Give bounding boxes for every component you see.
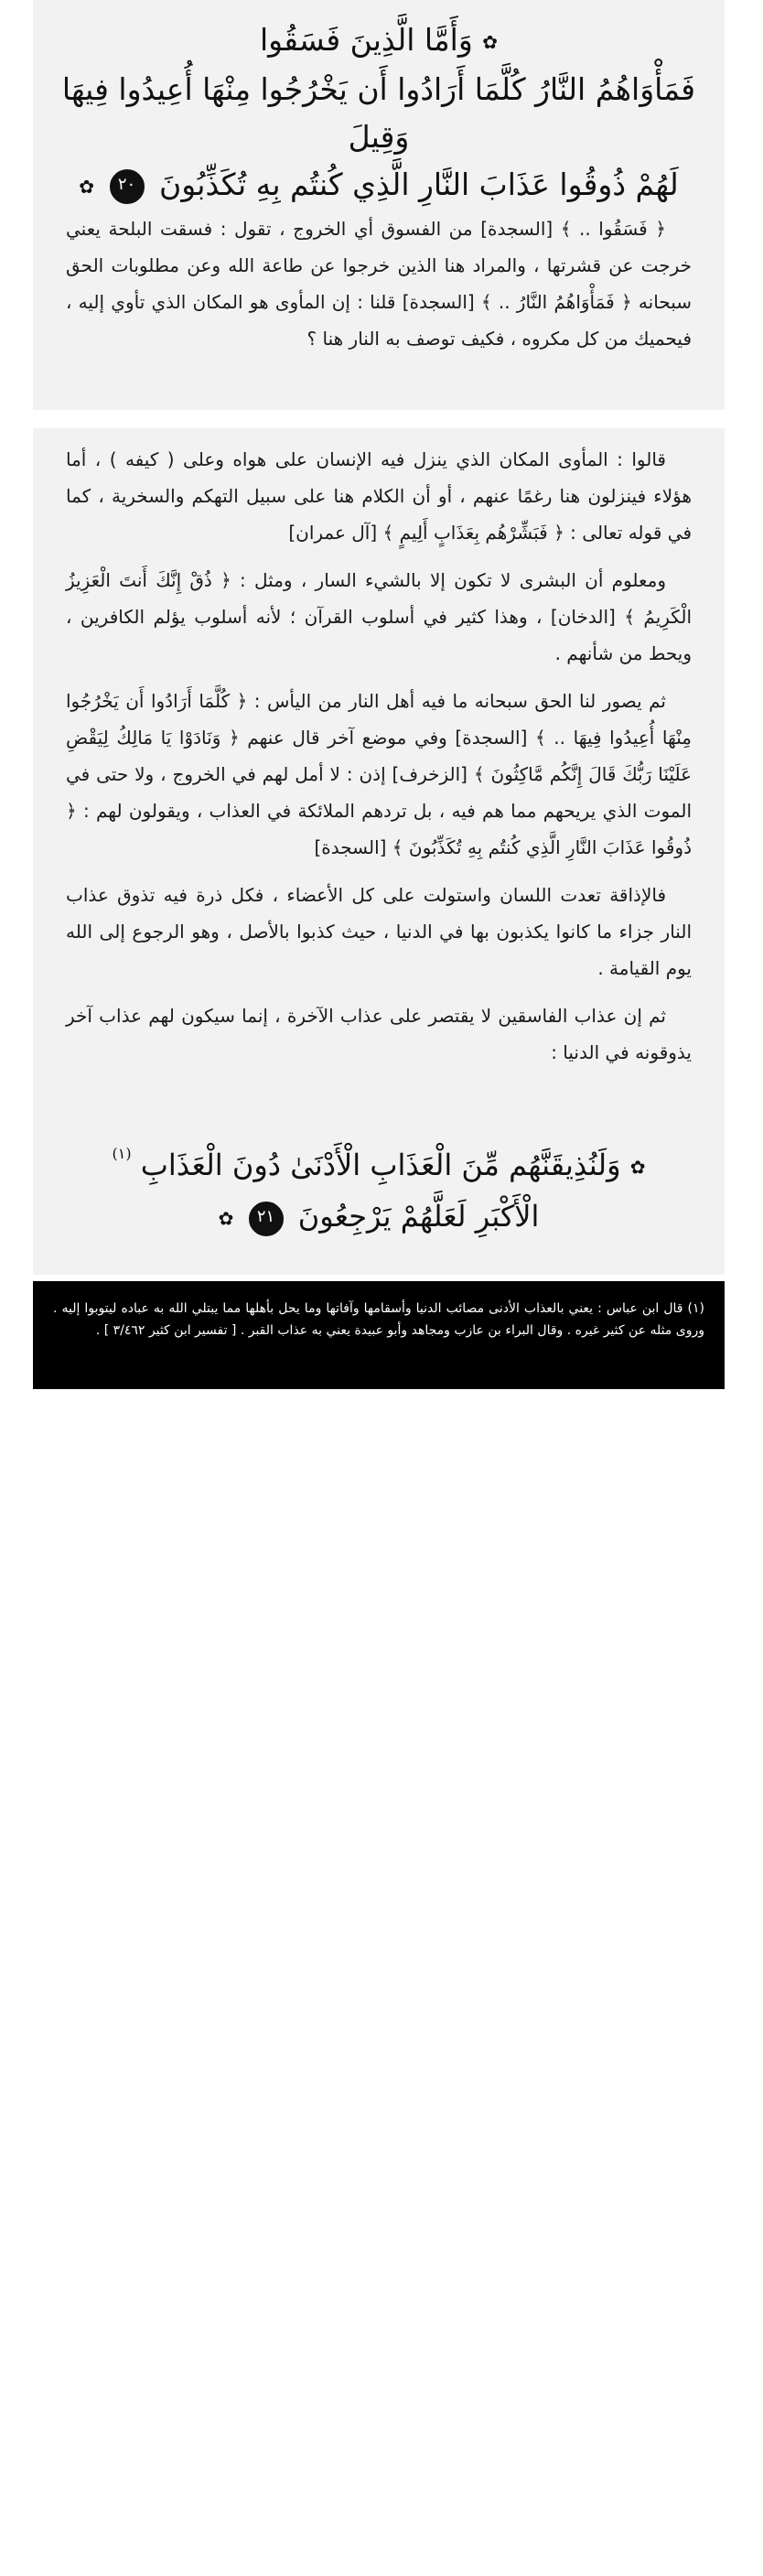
commentary-paragraph: ثم إن عذاب الفاسقين لا يقتصر على عذاب الآخرة ، إنما سيكون لهم عذاب آخر يذوقونه في الدنيا :: [66, 1005, 692, 1063]
verse-ornament-icon: ✿: [629, 1156, 646, 1179]
footnote-marker: (١): [112, 1145, 132, 1162]
verse-line: فَمَأْوَاهُمُ النَّارُ كُلَّمَا أَرَادُوا أَن يَخْرُجُوا مِنْهَا أُعِيدُوا فِيهَا وَقِيلَ: [61, 71, 696, 155]
verse-line-text: وَلَنُذِيقَنَّهُم مِّنَ الْعَذَابِ الْأَدْنَىٰ دُونَ الْعَذَابِ: [140, 1148, 621, 1182]
verse-ornament-icon: ✿: [79, 176, 94, 198]
commentary-paragraph: ثم يصور لنا الحق سبحانه ما فيه أهل النار من اليأس : ﴿ كُلَّمَا أَرَادُوا أَن يَخْرُجُوا مِنْهَا أُعِيدُوا فِيهَا .. ﴾ [السجدة] وفي موضع آخر قال عنهم ﴿ وَنَادَوْا يَا مَالِكُ لِيَقْضِ عَلَيْنَا رَبُّكَ قَالَ إِنَّكُم مَّاكِثُونَ ﴾ [الزخرف] إذن : لا أمل لهم في الخروج ، ولا حتى في الموت الذي يريحهم مما هم فيه ، بل تردهم الملائكة في العذاب ، ويقولون لهم : ﴿ ذُوقُوا عَذَابَ النَّارِ الَّذِي كُنتُم بِهِ تُكَذِّبُونَ ﴾ [السجدة]: [66, 690, 692, 858]
commentary-section-1: [66, 210, 692, 368]
verse-line-text: وَأَمَّا الَّذِينَ فَسَقُوا: [259, 22, 473, 58]
verse-line: [60, 161, 697, 210]
quran-verse-top: [60, 16, 697, 210]
verse-ornament-icon: ✿: [482, 31, 499, 53]
commentary-paragraph: قالوا : المأوى المكان الذي ينزل فيه الإنسان على هواه وعلى ( كيفه ) ، أما هؤلاء فينزلون هنا رغمًا عنهم ، أو أن الكلام هنا على سبيل التهكم والسخرية ، كما في قوله تعالى : ﴿ فَبَشِّرْهُم بِعَذَابٍ أَلِيمٍ ﴾ [آل عمران]: [66, 448, 692, 544]
verse-line-text: الْأَكْبَرِ لَعَلَّهُمْ يَرْجِعُونَ: [297, 1199, 540, 1234]
footnote-text: (١) قال ابن عباس : يعني بالعذاب الأدنى مصائب الدنيا وأسقامها وآفاتها وما يحل بأهلها مما يبتلي الله به عباده ليتوبوا إليه . وروى مثله عن كثير غيره . وقال البراء بن عازب ومجاهد وأبو عبيدة يعني به عذاب القبر . [ تفسير ابن كثير ٣/٤٦٢ ] .: [53, 1301, 704, 1338]
page-middle-scan: [33, 428, 725, 1275]
commentary-section-2: [66, 441, 692, 1082]
commentary-paragraph: ومعلوم أن البشرى لا تكون إلا بالشيء السار ، ومثل : ﴿ ذُقْ إِنَّكَ أَنتَ الْعَزِيزُ الْكَرِيمُ ﴾ [الدخان] ، وهذا كثير في أسلوب القرآن ؛ لأنه أسلوب يؤلم الكافرين ، ويحط من شأنهم .: [66, 569, 692, 664]
commentary-paragraph: فالإذاقة تعدت اللسان واستولت على كل الأعضاء ، فكل ذرة فيه تذوق عذاب النار جزاء ما كانوا يكذبون بها في الدنيا ، حيث كذبوا بالأصل ، وهو الرجوع إلى الله يوم القيامة .: [66, 884, 692, 979]
page-top-scan: [33, 0, 725, 410]
ayah-number-badge: ٢٠: [110, 169, 145, 204]
verse-line-text: لَهُمْ ذُوقُوا عَذَابَ النَّارِ الَّذِي كُنتُم بِهِ تُكَذِّبُونَ: [159, 167, 679, 202]
quran-verse-bottom: [60, 1142, 697, 1242]
verse-line: [60, 1193, 697, 1242]
footnote-box: [33, 1281, 725, 1389]
verse-line: [60, 1142, 697, 1193]
ayah-number-badge: ٢١: [249, 1202, 284, 1236]
verse-line: [60, 16, 697, 66]
verse-ornament-icon: ✿: [218, 1207, 234, 1230]
commentary-paragraph: ﴿ فَسَقُوا .. ﴾ [السجدة] من الفسوق أي الخروج ، تقول : فسقت البلحة يعني خرجت عن قشرتها ، والمراد هنا الذين خرجوا عن طاعة الله وعن مطلوبات الحق سبحانه ﴿ فَمَأْوَاهُمُ النَّارُ .. ﴾ [السجدة] قلنا : إن المأوى هو المكان الذي تأوي إليه ، فيحميك من كل مكروه ، فكيف توصف به النار هنا ؟: [66, 218, 692, 350]
